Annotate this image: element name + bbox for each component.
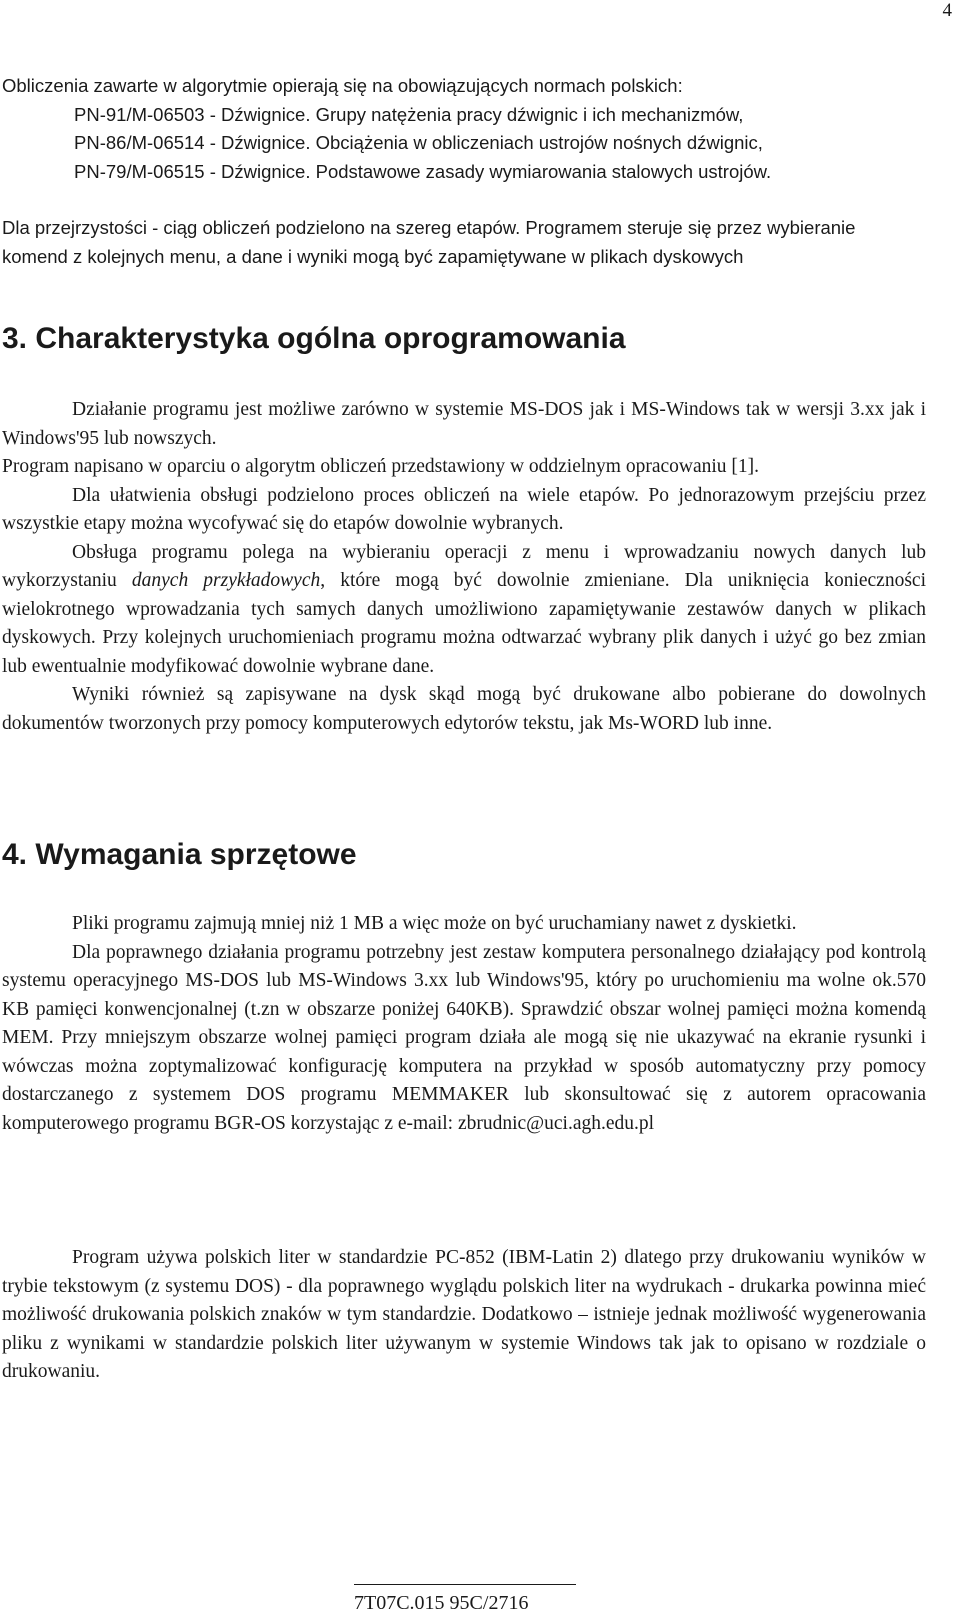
norm-item: PN-79/M-06515 - Dźwignice. Podstawowe zasady wymiarowania stalowych ustrojów. xyxy=(74,160,772,182)
footer-code: 7T07C.015 95C/2716 xyxy=(354,1592,529,1614)
emphasis-text: danych przykładowych xyxy=(131,570,321,591)
paragraph: Dla poprawnego działania programu potrzebny jest zestaw komputera personalnego działający pod kontrolą systemu operacyjnego MS-DOS lub MS-Windows 3.xx lub Windows'95, który po uruchomieniu ma wolne ok.570 KB pamięci konwencjonalnej (t.zn w obszarze poniżej 640KB). Sprawdzić obszar wolnej pamięci można komendą MEM. Przy mniejszym obszarze wolnej pamięci program działa ale mogą się nie ukazywać na ekranie rysunki i wówczas można zoptymalizować konfigurację komputera na przykład w sposób automatyczny przy pomocy dostarczanego z systemem DOS programu MEMMAKER lub skonsultować się z autorem opracowania komputerowego programu BGR-OS korzystając z e-mail: zbrudnic@uci.agh.edu.pl xyxy=(2,941,926,1134)
norm-item: PN-91/M-06503 - Dźwignice. Grupy natężenia pracy dźwignic i ich mechanizmów, xyxy=(74,103,744,125)
norm-item: PN-86/M-06514 - Dźwignice. Obciążenia w obliczeniach ustrojów nośnych dźwignic, xyxy=(74,132,763,153)
section-4-heading: 4. Wymagania sprzętowe xyxy=(2,838,357,871)
paragraph: Wyniki również są zapisywane na dysk skąd mogą być drukowane albo pobierane do dowolnych dokumentów tworzonych przy pomocy komputerowych edytorów tekstu, jak Ms-WORD lub inne. xyxy=(2,684,926,734)
paragraph: Pliki programu zajmują mniej niż 1 MB a więc może on być uruchamiany nawet z dyskietki. xyxy=(72,913,797,934)
paragraph xyxy=(2,539,926,682)
section-3-body xyxy=(2,396,926,738)
intro-lead: Obliczenia zawarte w algorytmie opierają się na obowiązujących normach polskich: xyxy=(2,75,683,96)
paragraph: Dla ułatwienia obsługi podzielono proces obliczeń na wiele etapów. Po jednorazowym przejściu przez wszystkie etapy można wycofywać się do etapów dowolnie wybranych. xyxy=(2,484,926,534)
footer-divider xyxy=(354,1584,576,1585)
section-3-heading: 3. Charakterystyka ogólna oprogramowania xyxy=(2,322,626,355)
page-number: 4 xyxy=(942,0,952,21)
text-run: , które mogą być dowolnie zmieniane. Dla uniknięcia konieczności wielokrotnego wprowadzania tych samych danych umożliwiono zapamiętywanie zestawów danych w plikach dyskowych. Przy kolejnych uruchomieniach programu można odtwarzać wybrany plik danych i użyć go bez zmian lub ewentualnie modyfikować dowolnie wybrane dane. xyxy=(2,570,926,677)
paragraph: Program używa polskich liter w standardzie PC-852 (IBM-Latin 2) dlatego przy drukowaniu wyników w trybie tekstowym (z systemu DOS) - dla poprawnego wyglądu polskich liter na wydrukach - drukarka powinna mieć możliwość drukowania polskich znaków w tym standardzie. Dodatkowo – istnieje jednak możliwość wygenerowania pliku z wynikami w standardzie polskich liter używanym w systemie Windows tak jak to opisano w rozdziale o drukowaniu. xyxy=(2,1247,926,1382)
clarity-paragraph: Dla przejrzystości - ciąg obliczeń podzielono na szereg etapów. Programem steruje się przez wybieranie komend z kolejnych menu, a dane i wyniki mogą być zapamiętywane w plikach dyskowych xyxy=(2,217,856,267)
paragraph: Program napisano w oparciu o algorytm obliczeń przedstawiony w oddzielnym opracowaniu [1]. xyxy=(2,456,760,477)
section-4-body xyxy=(2,910,926,1138)
paragraph: Działanie programu jest możliwe zarówno w systemie MS-DOS jak i MS-Windows tak w wersji 3.xx jak i Windows'95 lub nowszych. xyxy=(2,399,926,449)
text-run: Obsługa programu polega na wybieraniu operacji z menu i wprowadzaniu nowych danych lub wykorzystaniu xyxy=(2,541,926,591)
intro-block xyxy=(2,72,926,186)
section-4-body-continued xyxy=(2,1244,926,1387)
clarity-block xyxy=(2,214,926,271)
